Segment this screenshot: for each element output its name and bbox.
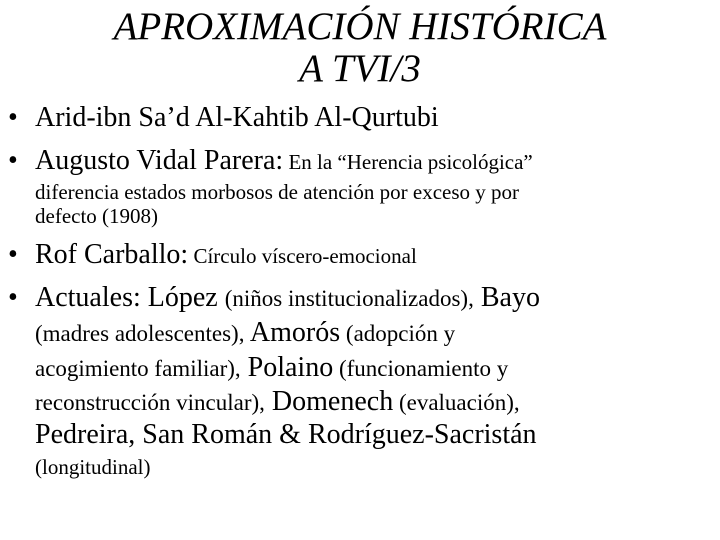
bullet-4-lead: Actuales: López — [35, 282, 225, 313]
bullet-4-line-4 — [35, 387, 520, 421]
bullet-4-note: reconstrucción vincular), — [35, 390, 265, 415]
bullet-4-author: Amorós — [244, 317, 341, 348]
bullet-marker: • — [8, 282, 18, 313]
bullet-2-desc: En la “Herencia psicológica” — [283, 150, 533, 174]
bullet-1-text: Arid-ibn Sa’d Al-Kahtib Al-Qurtubi — [35, 102, 439, 133]
bullet-4-note: (niños institucionalizados), — [224, 286, 474, 311]
bullet-4-note: (evaluación), — [393, 390, 520, 415]
bullet-3-desc: Círculo víscero-emocional — [188, 244, 417, 268]
bullet-marker: • — [8, 239, 18, 270]
bullet-4-note: (adopción y — [340, 321, 456, 346]
bullet-3-text — [35, 240, 417, 274]
bullet-4-note: (funcionamiento y — [333, 356, 509, 381]
bullet-4-line-6: (longitudinal) — [35, 455, 151, 479]
bullet-4-note: acogimiento familiar), — [35, 356, 241, 381]
bullet-marker: • — [8, 145, 18, 176]
bullet-2-sub-line-2: defecto (1908) — [35, 204, 159, 228]
bullet-4-line-5: Pedreira, San Román & Rodríguez-Sacristán — [35, 419, 537, 450]
bullet-4-note: (madres adolescentes), — [35, 321, 245, 346]
bullet-4-author: Bayo — [473, 282, 540, 313]
title-line-2: A TVI/3 — [299, 47, 421, 90]
bullet-4-line-1 — [35, 283, 540, 317]
bullet-2-text — [35, 146, 533, 180]
bullet-marker: • — [8, 102, 18, 133]
bullet-4-author: Polaino — [240, 352, 334, 383]
title-line-1: APROXIMACIÓN HISTÓRICA — [113, 5, 607, 48]
bullet-4-line-3 — [35, 353, 508, 387]
bullet-4-line-2 — [35, 318, 455, 352]
bullet-3-name: Rof Carballo: — [35, 239, 189, 270]
bullet-4-author: Domenech — [264, 386, 394, 417]
bullet-2-name: Augusto Vidal Parera: — [35, 145, 284, 176]
bullet-2-sub-line-1: diferencia estados morbosos de atención por exceso y por — [35, 180, 520, 204]
